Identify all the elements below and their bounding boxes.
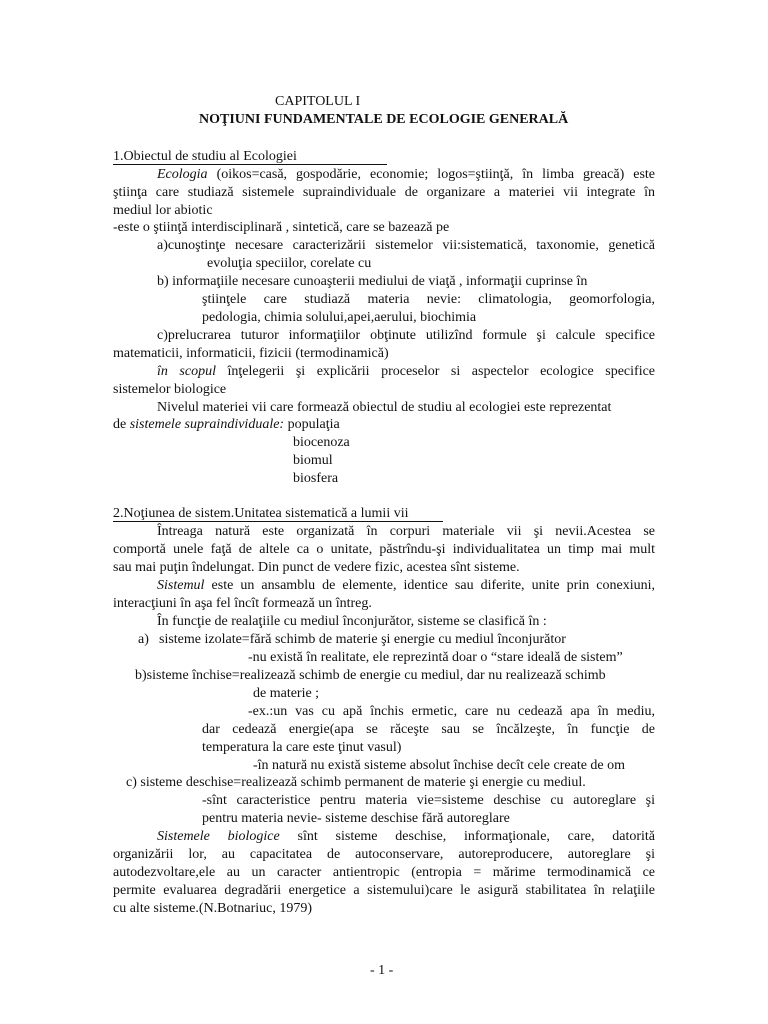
paragraph-line: sau mai puţin îndelungat. Din punct de vedere fizic, acestea sînt sisteme. (113, 560, 520, 575)
definition-rest: (oikos=casă, gospodărie, economie; logos=ştiinţă, în limba greacă) este (216, 167, 655, 182)
scope-line-cont: sistemelor biologice (113, 382, 227, 397)
level-paragraph-cont (113, 417, 340, 433)
list-item-closed-cont: de materie ; (253, 686, 320, 701)
list-item-c: c)prelucrarea tuturor informaţiilor obţinute utilizînd formule şi calcule specifice (157, 328, 655, 343)
paragraph-line: Întreaga natură este organizată în corpuri materiale vii şi nevii.Acestea se (157, 524, 655, 539)
section1-heading: 1.Obiectul de studiu al Ecologiei (113, 149, 297, 164)
term-supraindividuale: sistemele supraindividuale: (129, 417, 285, 432)
list-note: -în natură nu există sisteme absolut închise decît cele create de om (253, 758, 626, 773)
term-scop: în scopul (157, 364, 216, 379)
list-item-isolated: sisteme izolate=fără schimb de materie şi energie cu mediul înconjurător (159, 632, 566, 647)
level-item: biocenoza (293, 435, 350, 450)
system-definition (157, 578, 655, 594)
page-number: - 1 - (370, 963, 394, 978)
system-definition-rest: este un ansamblu de elemente, identice sau diferite, unite prin conexiuni, (211, 578, 656, 593)
list-note: -nu există în realitate, ele reprezintă doar o “stare ideală de sistem” (248, 650, 623, 665)
paragraph-line: cu alte sisteme.(N.Botnariuc, 1979) (113, 901, 313, 916)
paragraph-line: autodezvoltare,ele au un caracter antientropic (entropia = mărime termodinamică ce (113, 865, 655, 880)
bio-systems-rest: sînt sisteme deschise, informaţionale, care, datorită (297, 829, 656, 844)
paragraph-line: organizării lor, au capacitatea de autoconservare, autoreproducere, autoreglare şi (113, 847, 655, 862)
term-ecologia: Ecologia (157, 167, 208, 182)
bio-systems-line (157, 829, 655, 845)
level-pre: de (113, 417, 127, 432)
example-line: temperatura la care este ţinut vasul) (202, 740, 402, 755)
chapter-label: CAPITOLUL I (275, 94, 361, 109)
term-sistemul: Sistemul (157, 578, 205, 593)
level-item: biosfera (293, 471, 339, 486)
level-paragraph: Nivelul materiei vii care formează obiectul de studiu al ecologiei este reprezentat (157, 400, 612, 415)
list-item-a-cont: evoluţia speciilor, corelate cu (207, 256, 372, 271)
list-item-a: a)cunoştinţe necesare caracterizării sistemelor vii:sistematică, taxonomie, genetică (157, 238, 655, 253)
paragraph-line: permite evaluarea degradării energetice a sistemului)care le asigură stabilitatea în relaţiile (113, 883, 655, 898)
level-item: biomul (293, 453, 333, 468)
list-note: pentru materia nevie- sisteme deschise fără autoreglare (202, 811, 510, 826)
list-note: -sînt caracteristice pentru materia vie=sisteme deschise cu autoreglare şi (202, 793, 655, 808)
list-item-b-cont: pedologia, chimia solului,apei,aerului, biochimia (202, 310, 477, 325)
paragraph-line: interacţiuni în aşa fel încît formează un întreg. (113, 596, 372, 611)
section2-heading: 2.Noţiunea de sistem.Unitatea sistematică a lumii vii (113, 506, 409, 521)
list-item-b-cont: ştiinţele care studiază materia nevie: climatologia, geomorfologia, (202, 292, 655, 307)
definition-line (157, 167, 655, 183)
paragraph-line: În funcţie de realaţiile cu mediul înconjurător, sisteme se clasifică în : (157, 614, 547, 629)
heading-underline (113, 521, 443, 522)
list-item-open: c) sisteme deschise=realizează schimb permanent de materie şi energie cu mediul. (126, 775, 586, 790)
paragraph-line: comportă unele faţă de altele ca o unitate, păstrîndu-şi individualitatea un timp mai mult (113, 542, 655, 557)
list-item-closed: b)sisteme închise=realizează schimb de energie cu mediul, dar nu realizează schimb (135, 668, 606, 683)
scope-rest: înţelegerii şi explicării proceselor si aspectelor ecologice specifice (227, 364, 656, 379)
list-label-a: a) (138, 632, 149, 647)
example-line: dar cedează energie(apa se răceşte sau se încălzeşte, în funcţie de (202, 722, 655, 737)
paragraph-line: -este o ştiinţă interdisciplinară , sintetică, care se bazează pe (113, 220, 450, 235)
paragraph-line: mediul lor abiotic (113, 203, 213, 218)
list-item-b: b) informaţiile necesare cunoaşterii mediului de viaţă , informaţii cuprinse în (157, 274, 588, 289)
term-sistemele-biologice: Sistemele biologice (157, 829, 280, 844)
list-item-c-cont: matematicii, informaticii, fizicii (termodinamică) (113, 346, 389, 361)
level-item: populaţia (287, 417, 340, 432)
chapter-title: NOŢIUNI FUNDAMENTALE DE ECOLOGIE GENERALĂ (199, 112, 569, 127)
scope-line (157, 364, 655, 380)
paragraph-line: ştiinţa care studiază sistemele supraindividuale de organizare a materiei vii integrate în (113, 185, 655, 200)
heading-underline (113, 164, 387, 165)
example-line: -ex.:un vas cu apă închis ermetic, care nu cedează apa în mediu, (248, 704, 655, 719)
